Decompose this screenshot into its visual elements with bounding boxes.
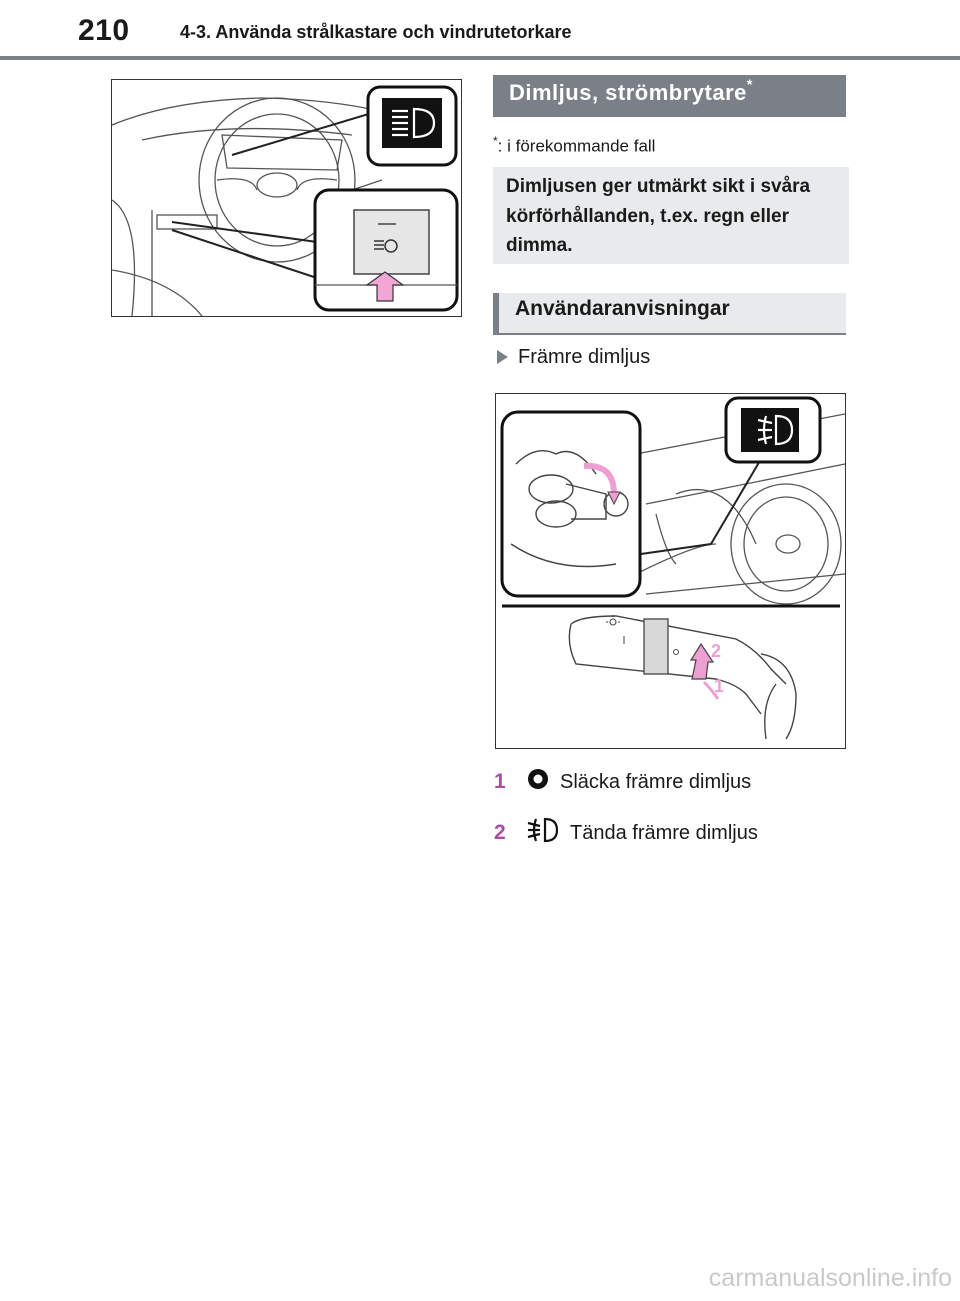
step-1-number: 1 xyxy=(494,770,506,793)
page-number: 210 xyxy=(78,14,130,47)
subheading xyxy=(493,293,846,335)
triangle-bullet-icon xyxy=(497,350,508,364)
bullet-item xyxy=(497,346,650,369)
subheading-text: Användaranvisningar xyxy=(515,297,730,320)
bullet-text: Främre dimljus xyxy=(518,346,651,368)
fog-light-lever-illustration xyxy=(495,393,846,749)
dashboard-illustration xyxy=(111,79,462,317)
step-1-text: Släcka främre dimljus xyxy=(560,770,752,793)
summary-text: Dimljusen ger utmärkt sikt i svåra körförhållanden, t.ex. regn eller dimma. xyxy=(506,176,811,256)
header-rule xyxy=(0,56,960,60)
footnote-text: : i förekommande fall xyxy=(497,136,656,156)
step-2-text: Tända främre dimljus xyxy=(570,821,758,844)
fog-light-off-ring-icon xyxy=(526,767,550,797)
section-title-marker: * xyxy=(746,76,753,92)
watermark: carmanualsonline.info xyxy=(708,1264,952,1292)
step-2 xyxy=(494,816,758,850)
footnote xyxy=(493,134,655,157)
label-1: 1 xyxy=(714,676,725,696)
step-2-number: 2 xyxy=(494,821,506,844)
label-2: 2 xyxy=(711,641,722,661)
step-1 xyxy=(494,767,751,797)
footnote-marker: * xyxy=(493,134,498,148)
section-title-band xyxy=(493,75,846,117)
section-title: Dimljus, strömbrytare xyxy=(509,80,747,105)
chapter-title: 4-3. Använda strålkastare och vindrutetorkare xyxy=(180,22,572,42)
summary-box xyxy=(493,167,849,264)
front-fog-light-icon xyxy=(526,816,560,850)
